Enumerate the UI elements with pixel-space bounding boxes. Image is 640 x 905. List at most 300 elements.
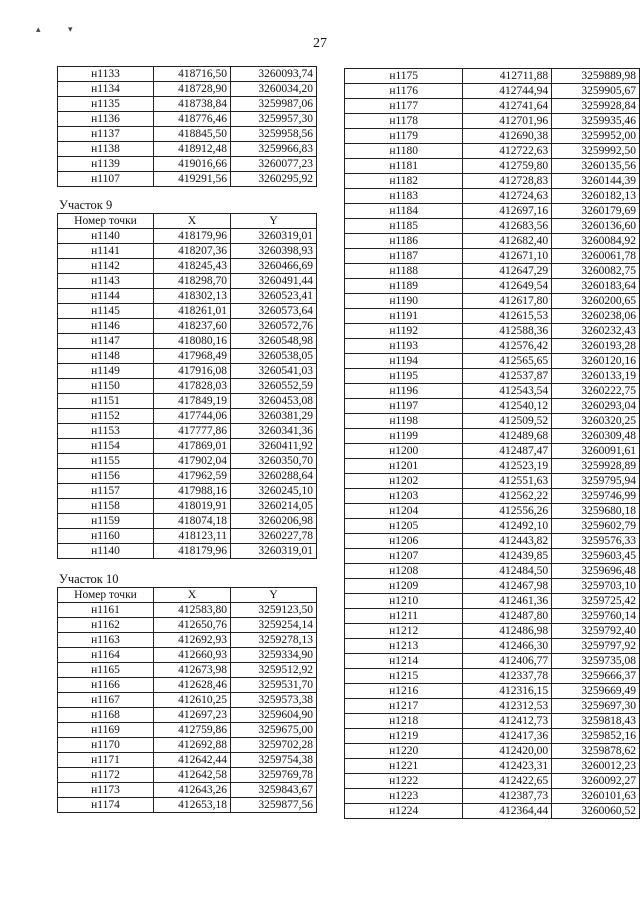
cell-y: 3259669,49 <box>552 684 640 699</box>
cell-y: 3259928,84 <box>552 99 640 114</box>
cell-x: 412417,36 <box>463 729 552 744</box>
cell-point-number: н1208 <box>345 564 463 579</box>
cell-y: 3259760,14 <box>552 609 640 624</box>
cell-point-number: н1153 <box>58 424 154 439</box>
cell-point-number: н1135 <box>58 97 154 112</box>
table-row <box>58 768 317 783</box>
cell-y: 3259905,67 <box>552 84 640 99</box>
cell-x: 412461,36 <box>463 594 552 609</box>
cell-point-number: н1201 <box>345 459 463 474</box>
table-row <box>345 279 640 294</box>
section-title: Участок 9 <box>59 198 113 212</box>
cell-point-number: н1134 <box>58 82 154 97</box>
cell-point-number: н1188 <box>345 264 463 279</box>
cell-x: 412671,10 <box>463 249 552 264</box>
cell-x: 418716,50 <box>154 67 231 82</box>
cell-x: 418074,18 <box>154 514 231 529</box>
cell-y: 3259795,94 <box>552 474 640 489</box>
cell-point-number: н1207 <box>345 549 463 564</box>
cell-y: 3260183,64 <box>552 279 640 294</box>
cell-x: 419291,56 <box>154 172 231 187</box>
cell-y: 3259278,13 <box>231 633 317 648</box>
cell-point-number: н1159 <box>58 514 154 529</box>
cell-x: 412316,15 <box>463 684 552 699</box>
cell-point-number: н1198 <box>345 414 463 429</box>
table-row <box>345 399 640 414</box>
cell-point-number: н1150 <box>58 379 154 394</box>
table-row <box>345 624 640 639</box>
cell-x: 417968,49 <box>154 349 231 364</box>
header-x: X <box>154 588 231 603</box>
table-row <box>58 244 317 259</box>
table-row <box>58 142 317 157</box>
cell-x: 418912,48 <box>154 142 231 157</box>
cell-x: 412466,30 <box>463 639 552 654</box>
cell-point-number: н1160 <box>58 529 154 544</box>
cell-y: 3260077,23 <box>231 157 317 172</box>
table-row <box>345 234 640 249</box>
cell-y: 3259697,30 <box>552 699 640 714</box>
table-row <box>58 708 317 723</box>
cell-x: 412653,18 <box>154 798 231 813</box>
cell-point-number: н1140 <box>58 229 154 244</box>
cell-y: 3259952,00 <box>552 129 640 144</box>
table-row <box>345 99 640 114</box>
cell-point-number: н1212 <box>345 624 463 639</box>
cell-x: 418207,36 <box>154 244 231 259</box>
scan-speck: ▾ <box>68 24 73 34</box>
cell-x: 417916,08 <box>154 364 231 379</box>
cell-point-number: н1143 <box>58 274 154 289</box>
cell-x: 412420,00 <box>463 744 552 759</box>
table-row <box>345 219 640 234</box>
cell-point-number: н1148 <box>58 349 154 364</box>
table-row <box>58 229 317 244</box>
cell-x: 412565,65 <box>463 354 552 369</box>
cell-y: 3260295,92 <box>231 172 317 187</box>
cell-y: 3260238,06 <box>552 309 640 324</box>
cell-point-number: н1193 <box>345 339 463 354</box>
table-row <box>58 304 317 319</box>
cell-point-number: н1157 <box>58 484 154 499</box>
cell-y: 3260092,27 <box>552 774 640 789</box>
cell-x: 412486,98 <box>463 624 552 639</box>
cell-x: 412487,47 <box>463 444 552 459</box>
cell-x: 412543,54 <box>463 384 552 399</box>
cell-y: 3259512,92 <box>231 663 317 678</box>
table-row <box>345 249 640 264</box>
cell-x: 412576,42 <box>463 339 552 354</box>
cell-y: 3259573,38 <box>231 693 317 708</box>
cell-y: 3260135,56 <box>552 159 640 174</box>
cell-point-number: н1204 <box>345 504 463 519</box>
cell-y: 3260309,48 <box>552 429 640 444</box>
cell-x: 412642,44 <box>154 753 231 768</box>
cell-y: 3260227,78 <box>231 529 317 544</box>
cell-point-number: н1213 <box>345 639 463 654</box>
cell-point-number: н1194 <box>345 354 463 369</box>
table-row <box>58 678 317 693</box>
cell-y: 3259334,90 <box>231 648 317 663</box>
table-row <box>58 648 317 663</box>
table-body <box>58 229 317 559</box>
cell-x: 417744,06 <box>154 409 231 424</box>
table-row <box>345 369 640 384</box>
cell-y: 3259878,62 <box>552 744 640 759</box>
cell-point-number: н1155 <box>58 454 154 469</box>
cell-x: 417988,16 <box>154 484 231 499</box>
header-y: Y <box>231 588 317 603</box>
table-row <box>345 594 640 609</box>
cell-y: 3260206,98 <box>231 514 317 529</box>
cell-x: 412484,50 <box>463 564 552 579</box>
header-point-number: Номер точки <box>58 588 154 603</box>
cell-y: 3260288,64 <box>231 469 317 484</box>
cell-y: 3260538,05 <box>231 349 317 364</box>
table-row <box>345 714 640 729</box>
cell-point-number: н1174 <box>58 798 154 813</box>
cell-point-number: н1192 <box>345 324 463 339</box>
cell-point-number: н1210 <box>345 594 463 609</box>
cell-point-number: н1144 <box>58 289 154 304</box>
table-row <box>345 114 640 129</box>
cell-y: 3260466,69 <box>231 259 317 274</box>
table-row <box>345 159 640 174</box>
cell-x: 412697,23 <box>154 708 231 723</box>
cell-x: 412562,22 <box>463 489 552 504</box>
cell-point-number: н1154 <box>58 439 154 454</box>
cell-y: 3260232,43 <box>552 324 640 339</box>
cell-x: 412412,73 <box>463 714 552 729</box>
cell-point-number: н1214 <box>345 654 463 669</box>
cell-x: 412692,93 <box>154 633 231 648</box>
table-row <box>345 144 640 159</box>
cell-x: 418845,50 <box>154 127 231 142</box>
cell-x: 412660,93 <box>154 648 231 663</box>
cell-point-number: н1218 <box>345 714 463 729</box>
table-row <box>58 693 317 708</box>
cell-point-number: н1164 <box>58 648 154 663</box>
cell-point-number: н1158 <box>58 499 154 514</box>
cell-x: 412509,52 <box>463 414 552 429</box>
table-row <box>345 579 640 594</box>
cell-point-number: н1180 <box>345 144 463 159</box>
cell-y: 3260101,63 <box>552 789 640 804</box>
table-row <box>345 309 640 324</box>
table-row <box>58 289 317 304</box>
table-row <box>345 429 640 444</box>
table-row <box>58 544 317 559</box>
table-row <box>58 394 317 409</box>
table-row <box>58 484 317 499</box>
cell-y: 3259769,78 <box>231 768 317 783</box>
cell-y: 3260541,03 <box>231 364 317 379</box>
table-header <box>58 214 317 229</box>
cell-x: 417902,04 <box>154 454 231 469</box>
cell-x: 412711,88 <box>463 69 552 84</box>
cell-point-number: н1181 <box>345 159 463 174</box>
cell-point-number: н1140 <box>58 544 154 559</box>
cell-y: 3259680,18 <box>552 504 640 519</box>
table-row <box>58 783 317 798</box>
cell-x: 412443,82 <box>463 534 552 549</box>
cell-point-number: н1186 <box>345 234 463 249</box>
cell-point-number: н1206 <box>345 534 463 549</box>
cell-y: 3260061,78 <box>552 249 640 264</box>
cell-point-number: н1162 <box>58 618 154 633</box>
table-row <box>58 172 317 187</box>
cell-x: 418245,43 <box>154 259 231 274</box>
cell-y: 3260144,39 <box>552 174 640 189</box>
cell-y: 3259958,56 <box>231 127 317 142</box>
table-row <box>58 663 317 678</box>
cell-point-number: н1183 <box>345 189 463 204</box>
cell-x: 412492,10 <box>463 519 552 534</box>
cell-point-number: н1173 <box>58 783 154 798</box>
cell-y: 3259992,50 <box>552 144 640 159</box>
table-row <box>58 319 317 334</box>
cell-point-number: н1147 <box>58 334 154 349</box>
cell-y: 3260293,04 <box>552 399 640 414</box>
cell-y: 3260491,44 <box>231 274 317 289</box>
cell-x: 412615,53 <box>463 309 552 324</box>
cell-x: 418123,11 <box>154 529 231 544</box>
cell-x: 412682,40 <box>463 234 552 249</box>
cell-y: 3260082,75 <box>552 264 640 279</box>
left-column <box>57 66 317 813</box>
table-row <box>345 474 640 489</box>
cell-x: 418728,90 <box>154 82 231 97</box>
cell-point-number: н1190 <box>345 294 463 309</box>
table-row <box>345 729 640 744</box>
cell-y: 3259675,00 <box>231 723 317 738</box>
cell-y: 3259987,06 <box>231 97 317 112</box>
cell-x: 412647,29 <box>463 264 552 279</box>
cell-point-number: н1152 <box>58 409 154 424</box>
cell-y: 3260136,60 <box>552 219 640 234</box>
table-row <box>58 798 317 813</box>
cell-x: 418261,01 <box>154 304 231 319</box>
table-row <box>58 618 317 633</box>
cell-point-number: н1200 <box>345 444 463 459</box>
cell-y: 3259602,79 <box>552 519 640 534</box>
table-row <box>345 504 640 519</box>
cell-y: 3259576,33 <box>552 534 640 549</box>
table-body <box>58 67 317 187</box>
cell-x: 412673,98 <box>154 663 231 678</box>
cell-y: 3259754,38 <box>231 753 317 768</box>
table-row <box>345 564 640 579</box>
cell-y: 3260548,98 <box>231 334 317 349</box>
cell-x: 412387,73 <box>463 789 552 804</box>
header-row <box>58 214 317 229</box>
table-row <box>345 174 640 189</box>
table-row <box>345 519 640 534</box>
cell-point-number: н1219 <box>345 729 463 744</box>
cell-y: 3260034,20 <box>231 82 317 97</box>
cell-x: 418237,60 <box>154 319 231 334</box>
section-10-coordinates-table <box>57 587 317 813</box>
table-row <box>58 82 317 97</box>
cell-point-number: н1156 <box>58 469 154 484</box>
cell-x: 412364,44 <box>463 804 552 819</box>
table-row <box>58 349 317 364</box>
cell-point-number: н1187 <box>345 249 463 264</box>
cell-point-number: н1191 <box>345 309 463 324</box>
table-row <box>345 774 640 789</box>
cell-point-number: н1169 <box>58 723 154 738</box>
cell-point-number: н1136 <box>58 112 154 127</box>
table-row <box>58 454 317 469</box>
cell-x: 412537,87 <box>463 369 552 384</box>
table-row <box>345 699 640 714</box>
cell-y: 3260091,61 <box>552 444 640 459</box>
cell-point-number: н1145 <box>58 304 154 319</box>
section-title: Участок 10 <box>59 572 119 586</box>
cell-y: 3260572,76 <box>231 319 317 334</box>
table-row <box>345 489 640 504</box>
header-x: X <box>154 214 231 229</box>
table-row <box>58 514 317 529</box>
cell-x: 412697,16 <box>463 204 552 219</box>
cell-y: 3259889,98 <box>552 69 640 84</box>
cell-point-number: н1142 <box>58 259 154 274</box>
cell-x: 417962,59 <box>154 469 231 484</box>
cell-x: 412643,26 <box>154 783 231 798</box>
table-row <box>345 804 640 819</box>
cell-y: 3259123,50 <box>231 603 317 618</box>
cell-x: 417849,19 <box>154 394 231 409</box>
cell-point-number: н1170 <box>58 738 154 753</box>
cell-y: 3260381,29 <box>231 409 317 424</box>
cell-point-number: н1179 <box>345 129 463 144</box>
cell-x: 417869,01 <box>154 439 231 454</box>
cell-x: 412583,80 <box>154 603 231 618</box>
cell-x: 412423,31 <box>463 759 552 774</box>
cell-x: 417777,86 <box>154 424 231 439</box>
cell-x: 412724,63 <box>463 189 552 204</box>
cell-y: 3259604,90 <box>231 708 317 723</box>
section-9-coordinates-table <box>57 213 317 559</box>
cell-y: 3259666,37 <box>552 669 640 684</box>
table-row <box>345 744 640 759</box>
cell-point-number: н1172 <box>58 768 154 783</box>
table-row <box>345 294 640 309</box>
cell-y: 3260350,70 <box>231 454 317 469</box>
table-row <box>345 204 640 219</box>
cell-y: 3259703,10 <box>552 579 640 594</box>
cell-x: 418738,84 <box>154 97 231 112</box>
cell-point-number: н1222 <box>345 774 463 789</box>
table-row <box>345 654 640 669</box>
cell-x: 418302,13 <box>154 289 231 304</box>
cell-point-number: н1137 <box>58 127 154 142</box>
cell-point-number: н1224 <box>345 804 463 819</box>
cell-y: 3260193,28 <box>552 339 640 354</box>
cell-point-number: н1203 <box>345 489 463 504</box>
cell-x: 412551,63 <box>463 474 552 489</box>
cell-y: 3260012,23 <box>552 759 640 774</box>
cell-point-number: н1149 <box>58 364 154 379</box>
cell-x: 412701,96 <box>463 114 552 129</box>
table-row <box>345 264 640 279</box>
cell-y: 3259702,28 <box>231 738 317 753</box>
cell-y: 3259603,45 <box>552 549 640 564</box>
cell-x: 412759,80 <box>463 159 552 174</box>
cell-x: 412759,86 <box>154 723 231 738</box>
cell-y: 3260120,16 <box>552 354 640 369</box>
right-column <box>344 68 640 819</box>
table-row <box>345 684 640 699</box>
table-row <box>58 424 317 439</box>
cell-y: 3260319,01 <box>231 229 317 244</box>
table-row <box>345 189 640 204</box>
cell-point-number: н1163 <box>58 633 154 648</box>
cell-point-number: н1151 <box>58 394 154 409</box>
cell-y: 3259531,70 <box>231 678 317 693</box>
table-body <box>345 69 640 819</box>
table-row <box>345 414 640 429</box>
cell-x: 412649,54 <box>463 279 552 294</box>
scan-speck: ▴ <box>36 24 41 34</box>
cell-x: 412744,94 <box>463 84 552 99</box>
cell-point-number: н1185 <box>345 219 463 234</box>
cell-x: 418179,96 <box>154 544 231 559</box>
cell-y: 3260398,93 <box>231 244 317 259</box>
cell-point-number: н1197 <box>345 399 463 414</box>
cell-x: 419016,66 <box>154 157 231 172</box>
cell-y: 3260319,01 <box>231 544 317 559</box>
table-row <box>58 409 317 424</box>
table-row <box>58 603 317 618</box>
cell-point-number: н1175 <box>345 69 463 84</box>
table-row <box>58 529 317 544</box>
header-point-number: Номер точки <box>58 214 154 229</box>
cell-y: 3259818,43 <box>552 714 640 729</box>
cell-y: 3260214,05 <box>231 499 317 514</box>
cell-y: 3259928,89 <box>552 459 640 474</box>
cell-point-number: н1196 <box>345 384 463 399</box>
cell-x: 412439,85 <box>463 549 552 564</box>
cell-x: 412588,36 <box>463 324 552 339</box>
cell-y: 3259696,48 <box>552 564 640 579</box>
table-row <box>58 112 317 127</box>
cell-x: 412523,19 <box>463 459 552 474</box>
cell-x: 412556,26 <box>463 504 552 519</box>
cell-point-number: н1166 <box>58 678 154 693</box>
cell-y: 3260060,52 <box>552 804 640 819</box>
cell-y: 3260200,65 <box>552 294 640 309</box>
cell-y: 3259877,56 <box>231 798 317 813</box>
cell-y: 3259735,08 <box>552 654 640 669</box>
cell-x: 412692,88 <box>154 738 231 753</box>
table-row <box>345 789 640 804</box>
cell-x: 412312,53 <box>463 699 552 714</box>
cell-point-number: н1209 <box>345 579 463 594</box>
cell-y: 3259966,83 <box>231 142 317 157</box>
table-row <box>345 444 640 459</box>
table-row <box>58 334 317 349</box>
cell-point-number: н1138 <box>58 142 154 157</box>
cell-point-number: н1199 <box>345 429 463 444</box>
cell-x: 412540,12 <box>463 399 552 414</box>
cell-y: 3260084,92 <box>552 234 640 249</box>
table-row <box>345 534 640 549</box>
header-row <box>58 588 317 603</box>
cell-y: 3260523,41 <box>231 289 317 304</box>
cell-x: 418019,91 <box>154 499 231 514</box>
table-row <box>58 723 317 738</box>
